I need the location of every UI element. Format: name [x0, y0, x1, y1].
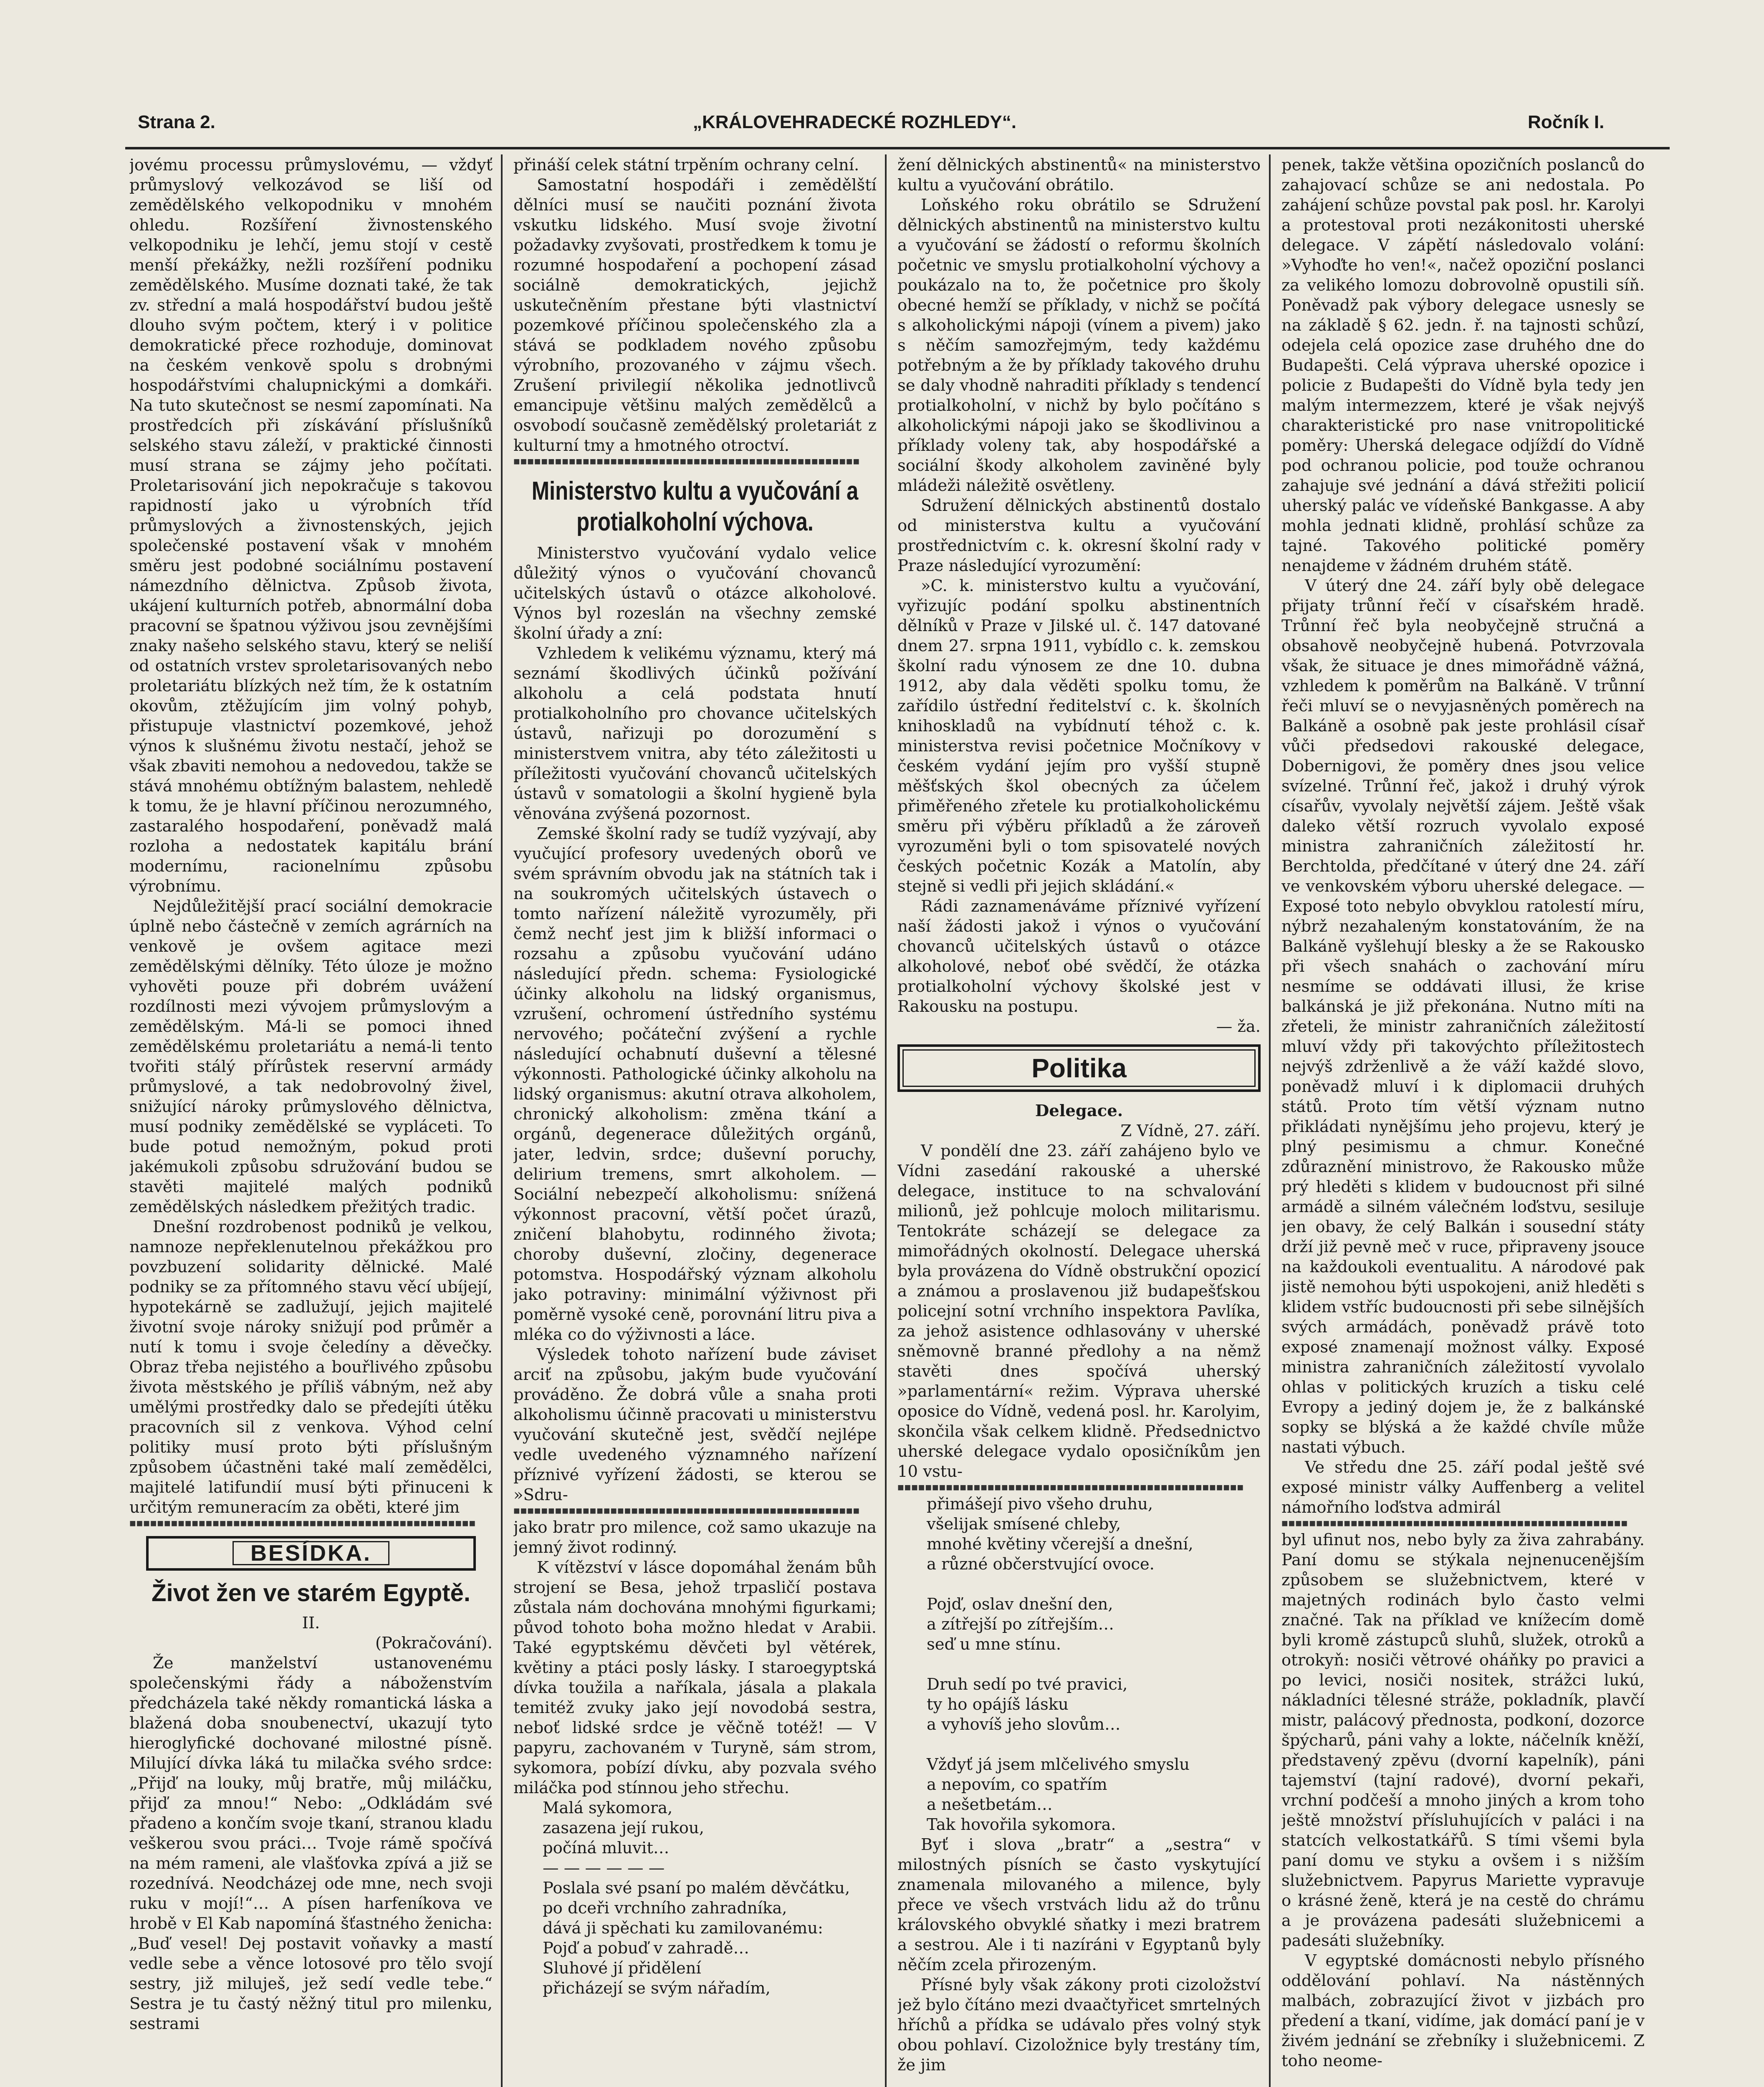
poem-line: zasazena její rukou, [543, 1819, 704, 1837]
article-text: Nejdůležitější prací sociální demokracie úplně nebo částečně v zemích agrárních na venkově je ovšem agitace mezi zemědělskými dělníky. Této úloze je možno vyhověti pouze při dobrém uvážení rozdílnosti mezi vývojem průmyslovým a zemědělským. Má-li se pomoci ihned zemědělskému proletariátu a nemá-li tento tvořiti stálý přírůstek reservní armády průmyslové, a tak nedobrovolný živel, snižující nároky průmyslového dělnictva, musí podniky zemědělské se vypláceti. To bude potud nemožným, pokud proti jakémukoli způsobu sdružování budou se stavěti majitelé malých podniků zemědělských následkem přežitých tradic. [129, 897, 493, 1216]
separator-rule: ■■■■■■■■■■■■■■■■■■■■■■■■■■■■■■■■■■■■■■■■■■■■■■■■■■ [1281, 1518, 1628, 1530]
article-text: V pondělí dne 23. září zahájeno bylo ve Vídni zasedání rakouské a uherské delegace, instituce to na schvalování milionů, jež pohlcuje moloch militarismu. Tentokráte scházejí se delegace za mimořádných okolností. Delegace uherská byla provázena do Vídně obstrukční opozicí a známou a proslavenou již budapešťskou policejní sotní vrchního inspektora Pavlíka, za jehož asistence odhlasovány v uherské sněmovně branné předlohy a na němž stavěti dnes spočívá uherský »parlamentární« režim. Výprava uherské oposice do Vídně, vedená posl. hr. Karolyim, skončila však celkem klidně. Předsednictvo uherské delegace vydalo oposičníkům jen 10 vstu- [897, 1142, 1261, 1481]
column-divider [501, 154, 503, 2087]
poem-line: a různé občerstvující ovoce. [927, 1555, 1155, 1574]
article-text: Vzhledem k velikému významu, který má seznámí škodlivých účinků požívání alkoholu a celá podstata hnutí protialkoholního pro chovance učitelských ústavů, nařizuji po dorozumění s ministerstvem vnitra, aby této záležitosti u příležitosti vyučování chovanců učitelských ústavů v somatologii a školní hygieně byla věnována zvýšená pozornost. [513, 644, 877, 823]
part-number: II. [302, 1614, 320, 1632]
poem-line: a vyhovíš jeho slovům… [927, 1715, 1121, 1734]
poem-line: Sluhové jí přidělení [543, 1959, 701, 1978]
article-text: Loňského roku obrátilo se Sdružení dělnických abstinentů na ministerstvo kultu a vyučování se žádostí o reformu školních početnic ve smyslu protialkoholní výchovy a poukázalo na to, že početnice pro školy obecné hemží se příklady, v nichž se počítá s alkoholickými nápoji (vínem a pivem) jako s něčím samozřejmým, tedy každému potřebným a že by příklady takového druhu se daly vhodně nahraditi příklady s tendencí protialkoholní, v nichž by bylo počítáno s alkoholickými nápoji jako se škodlivinou a příklady voleny tak, aby hospodářské a sociální škody alkoholem zaviněné byly mládeži náležitě osvětleny. [897, 196, 1261, 495]
poem-line: — — — — — — [543, 1859, 665, 1877]
poem [543, 1798, 877, 1999]
article-headline: Ministerstvo kultu a vyučování a protialkoholní výchova. [531, 477, 859, 536]
poem-line: mnohé květiny včerejší a dnešní, [927, 1535, 1193, 1554]
continued-label: (Pokračování). [375, 1634, 493, 1652]
poem-line [927, 1574, 1261, 1594]
poem-line: Pojď a pobuď v zahradě… [543, 1939, 749, 1958]
poem-line: počíná mluvit… [543, 1839, 670, 1857]
section-label-besidka: BESÍDKA. [146, 1536, 476, 1571]
dateline: Z Vídně, 27. září. [1120, 1122, 1261, 1140]
article-text: Ministerstvo vyučování vydalo velice důležitý výnos o vyučování chovanců učitelských ústavů o otázce alkoholové. Výnos byl rozeslán na všechny zemské školní úřady a zní: [513, 544, 877, 643]
article-text: Výsledek tohoto nařízení bude záviset arciť na způsobu, jakým bude vyučování prováděno. Že dobrá vůle a snaha proti alkoholismu účinně pracovati u ministerstvu vyučování skutečně jest, svědčí nejlépe vedle uvedeného významného nařízení příznivé vyřízení žádosti, se kterou se »Sdru- [513, 1345, 877, 1504]
section-label-politika: Politika [897, 1044, 1261, 1092]
poem-line [927, 1735, 1261, 1755]
poem-line: dává ji spěchati ku zamilovanému: [543, 1919, 824, 1938]
article-text: V úterý dne 24. září byly obě delegace přijaty trůnní řečí v císařském hradě. Trůnní řeč byla neobyčejně stručná a obsahově neobyčejně hubená. Potvrzovala však, že situace je dnes mimořádně vážná, vzhledem k poměrům na Balkáně. V trůnní řeči mluví se o nevyjasněných poměrech na Balkáně a osobně pak jeste prohlásil císař vůči předsedovi rakouské delegace, Dobernigovi, že poměry dnes jsou velice svízelné. Trůnní řeč, jakož i druhý výrok císařův, vyvolaly největší zájem. Ještě však daleko větší rozruch vyvolalo exposé ministra zahraničních záležitostí hr. Berchtolda, předčítané v úterý dne 24. září ve venkovském výboru uherské delegace. — Exposé toto nebylo obvyklou ratolestí míru, nýbrž nezahaleným konstatováním, že na Balkáně vyšlehují blesky a že se Rakousko při všech snahách o zachování míru nesmíme se oddávati illusi, že krise balkánská je již překonána. Nutno míti na zřeteli, že ministr zahraničních záležitostí mluví vždy při takovýchto příležitostech nejvýš zdrženlivě a že váží každé slovo, poněvadž mluví i k diplomacii druhých států. Proto tím větší význam nutno přikládati nynějšímu jeho projevu, který je plný pesimismu a chmur. Konečné zdůraznění ministrovo, že Rakousko může prý hleděti s klidem v budoucnost při silné armádě a silném válečném loďstvu, sesiluje jen obavy, že celý Balkán i sousední státy drží již pevně meč v ruce, připraveny jsouce na každoukoli eventualitu. A národové pak jistě nemohou býti uspokojeni, aniž hleděti s klidem vstříc budoucnosti při sebe silnějších svých armádách, poněvadž právě toto exposé znamenají možnost války. Exposé ministra zahraničních záležitostí vyvolalo ohlas v politických kruzích a tisku celé Evropy a jediný dojem je, že z balkánské sopky se blýská a že každé chvíle může nastati výbuch. [1281, 576, 1645, 1457]
page-header [138, 112, 1657, 141]
article-text: přináší celek státní trpěním ochrany celní. [513, 156, 859, 174]
article-text: Přísné byly však zákony proti cizoložství jež bylo čítáno mezi dvaačtyřicet smrtelných hříchů a přídka se udávalo přes volný styk obou pohlaví. Cizoložnice byly trestány tím, že jim [897, 1976, 1261, 2074]
column-3 [897, 155, 1261, 2075]
poem-line: a nešetbetám… [927, 1795, 1053, 1814]
separator-rule: ■■■■■■■■■■■■■■■■■■■■■■■■■■■■■■■■■■■■■■■■■■■■■■■■■■ [897, 1482, 1244, 1494]
author-signature: — ža. [1216, 1017, 1261, 1036]
column-divider [1269, 154, 1271, 2087]
poem-line: všelijak smísené chleby, [927, 1515, 1121, 1534]
column-divider [885, 154, 887, 2087]
poem-line: Poslala své psaní po malém děvčátku, [543, 1879, 850, 1898]
article-text: Dnešní rozdrobenost podniků je velkou, namnoze nepřeklenutelnou překážkou pro povzbuzení solidarity dělnické. Malé podniky se za přítomného stavu věcí ubíjejí, hypotekárně se zadlužují, jejich majitelé životní svoje nároky snižují pod průměr a nutí k tomu i svoje čeledíny a děvečky. Obraz třeba nejistého a bouřlivého způsobu života městského je příliš vábným, než aby umělými prostředky dalo se předejíti útěku pracovních sil z venkova. Výhod celní politiky musí proto býti příslušným způsobem účastněni také malí zemědělci, majitelé latifundií musí býti přinuceni k určitým remuneracím za oběti, které jim [129, 1218, 493, 1517]
article-text: jako bratr pro milence, což samo ukazuje na jemný život rodinný. [513, 1518, 877, 1557]
poem-line: přicházejí se svým nářadím, [543, 1979, 771, 1998]
poem-line: a zítřejší po zítřejším… [927, 1615, 1115, 1634]
article-title: Život žen ve starém Egyptě. [152, 1579, 470, 1607]
separator-rule: ■■■■■■■■■■■■■■■■■■■■■■■■■■■■■■■■■■■■■■■■■■■■■■■■■■ [513, 456, 860, 468]
poem-line: Tak hovořila sykomora. [927, 1815, 1116, 1834]
article-text: byl ufinut nos, nebo byly za živa zahrabány. Paní domu se stýkala nejnenucenějším způsobem se služebnictvem, které v majetných rodinách bylo často velmi značné. Tak na příklad ve knížecím domě byli kromě zástupců sluhů, služek, otroků a otrokyň: nosiči větrové oháňky po pravici a po levici, nosiči nositek, strážci lukú, nákladníci tělesné stráže, pokladník, plavčí mistr, palácový přednosta, podkoní, dozorce špýcharů, páni vahy a lokte, náčelník kněží, představený zpěvu (dvorní kapelník), páni tajemství (tajní radové), dvorní pekaři, vrchní podčeší a mnoho jiných a krom toho ještě množství přísluhujících v paláci i na statcích velkostatkářů. S tími všemi byla paní domu ve styku a ovšem i s nižším služebnictvem. Papyrus Mariette vypravuje o krásné ženě, která je na cestě do chrámu a je provázena padesáti služebnicemi a padesáti služebníky. [1281, 1531, 1645, 1950]
poem-line: přimášejí pivo všeho druhu, [927, 1495, 1153, 1513]
poem [927, 1494, 1261, 1835]
column-1 [129, 155, 493, 2034]
poem-line: Vždyť já jsem mlčelivého smyslu [927, 1755, 1190, 1774]
article-text: jovému processu průmyslovému, — vždyť průmyslový velkozávod se liší od zemědělského velkopodniku v mnohém ohledu. Rozšíření živnostenského velkopodniku je lehčí, jemu stojí v cestě menší překážky, nežli rozšíření podniku zemědělského. Musíme doznati také, že tak zv. střední a malá hospodářství budou ještě dlouho svým počtem, který i v politice demokratické přece rozhoduje, dominovat na českém venkově spolu s drobnými hospodářstvími chalupnickými a domkáři. Na tuto skutečnost se nesmí zapomínati. Na prostředcích při získávání příslušníků selského stavu záleží, v praktické činnosti musí strana se zájmy jeho počítati. Proletarisování jich nepokračuje s takovou rapidností jako u výrobních tříd průmyslových a živnostenských, jejich společenské postavení však v mnohém směru jest podobné sociálnímu postavení námezdního dělnictva. Způsob života, ukájení kulturních potřeb, abnormální doba pracovní se špatnou výživou jsou zevnějšími znaky našeho selského stavu, který se neliší od ostatních vrstev sproletarisovaných nebo proletariátu blízkých než tím, že k ostatním okovům, ztěžujícím jim volný pohyb, přistupuje vlastnictví pozemkové, jehož výnos k slušnému životu nestačí, jehož se však zbaviti nemohou a nedovedou, takže se stává mnohému obtížným balastem, nehledě k tomu, že je hlavní příčinou nerozumného, zastaralého hospodaření, poněvadž malá rozloha a nedostatek kapitálu brání modernímu, racionelnímu způsobu výrobnímu. [129, 156, 493, 896]
article-text: V egyptské domácnosti nebylo přísného oddělování pohlaví. Na nástěnných malbách, zobrazující život v jizbách pro předení a tkaní, vidíme, jak domácí paní je v živém jednání se zřebníky i služebnicemi. Z toho neome- [1281, 1951, 1645, 2070]
article-text: Sdružení dělnických abstinentů dostalo od ministerstva kultu a vyučování prostřednictvím c. k. okresní školní rady v Praze následující vyrozumění: [897, 496, 1261, 575]
newspaper-title: „KRÁLOVEHRADECKÉ ROZHLEDY“. [693, 112, 1016, 132]
volume-label: Ročník I. [1528, 112, 1605, 132]
column-2 [513, 155, 877, 1999]
article-text: Že manželství ustanovenému společenskými řády a náboženstvím předcházela také někdy romantická láska a blažená doba snoubenectví, ukazují tyto hieroglyfické dochované milostné písně. Milující dívka láká tu milačka svého srdce: „Přijď na louky, můj bratře, můj miláčku, přijď za mnou!“ Nebo: „Odkládám své přadeno a končím svoje tkaní, stranou kladu veškerou svou práci… Tvoje rámě spočívá na mém rameni, ale vlašťovka zpívá a již se rozednívá. Neodcházej ode mne, nech svoji ruku v mojí!“… A písen harfeníkova ve hrobě v El Kab napomíná šťastného ženicha: „Buď vesel! Dej postavit voňavky a mastí vedle sebe a věnce lotosové pro tělo svojí sestry, již miluješ, jež sedí vedle tebe.“ Sestra je tu častý něžný titul pro milenku, sestrami [129, 1654, 493, 2033]
poem-line: Druh sedí po tvé pravici, [927, 1675, 1128, 1694]
article-text: penek, takže většina opozičních poslanců do zahajovací schůze se ani nedostala. Po zahájení schůze povstal pak posl. hr. Karolyi a protestoval proti nezákonitosti uherské delegace. V zápětí následovalo volání: »Vyhoďte ho ven!«, načež opoziční poslanci za velikého lomozu dobrovolně opustili síň. Poněvadž pak výbory delegace usnesly se na základě § 62. jedn. ř. na tajnosti schůzí, odejela celá opozice zase druhého dne do Budapešti. Celá výprava uherské opozice i policie z Budapešti do Vídně byla tedy jen malým intermezzem, které je však nejvýš charakteristické pro nase vnitropolitické poměry: Uherská delegace odjíždí do Vídně pod ochranou policie, pod touže ochranou zahajuje své jednání a dává střežiti policií uherský palác ve vídeňské Bankgasse. A aby mohla jednati klidně, prohlásí schůze za tajné. Takového politické poměry nenajdeme v žádném druhém státě. [1281, 156, 1645, 575]
article-text: Byť i slova „bratr“ a „sestra“ v milostných písních se často vyskytující znamenala milovaného a milence, byly přece ve všech vrstvách lidu až do trůnu královského obvyklé sňatky i mezi bratrem a sestrou. Ale i ti nazíráni v Egyptanů byly něčím zcela přirozeným. [897, 1835, 1261, 1974]
article-text: žení dělnických abstinentů« na ministerstvo kultu a vyučování obrátilo. [897, 156, 1261, 195]
poem-line: a nepovím, co spatřím [927, 1775, 1107, 1794]
article-text: Rádi zaznamenáváme příznivé vyřízení naší žádosti jakož i výnos o vyučování chovanců učitelských ústavů o otázce alkoholové, neboť obé svědčí, že otázka protialkoholní výchovy školské jest v Rakousku na postupu. [897, 897, 1261, 1016]
poem-line [927, 1655, 1261, 1675]
poem-line: ty ho opájíš lásku [927, 1695, 1069, 1714]
article-text: Zemské školní rady se tudíž vyzývají, aby vyučující profesory uvedených oborů ve svém správním obvodu jak na státních tak i na soukromých učitelských ústavech o tomto nařízení náležitě vyrozuměly, při čemž nechť jest jim k bližší informaci o rozsahu a způsobu vyučování udáno následující předn. schema: Fysiologické účinky alkoholu na lidský organismus, vzrušení, ochromení ústředního systému nervového; počáteční zvýšení a rychle následující ochabnutí duševní a tělesné výkonnosti. Pathologické účinky alkoholu na lidský organismus: akutní otrava alkoholem, chronický alkoholism: změna tkání a orgánů, degenerace důležitých orgánů, jater, ledvin, srdce; duševní poruchy, delirium tremens, smrt alkoholem. — Sociální nebezpečí alkoholismu: snížená výkonnost pracovní, větší počet úrazů, zničení blahobytu, rodinného života; choroby duševní, zločiny, degenerace potomstva. Hospodářský význam alkoholu jako potraviny: minimální výživnost při poměrně vysoké ceně, porovnání litru piva a mléka co do výživnosti a láce. [513, 824, 877, 1344]
article-text: Samostatní hospodáři i zemědělští dělníci musí se naučiti poznání života vskutku lidského. Musí svoje životní požadavky zvyšovati, prostředkem k tomu je rozumné hospodaření a pochopení zásad sociálně demokratických, jejichž uskutečněním přestane býti vlastnictví pozemkové příčinou společenského zla a stává se podkladem nového způsobu výrobního, prozovaného v zájmu všech. Zrušení privilegií několika jednotlivců emancipuje většinu malých zemědělců a osvobodí současně zemědělský proletariát z kulturní tmy a hmotného otroctví. [513, 176, 877, 455]
header-rule [125, 147, 1670, 149]
poem-line: Pojď, oslav dnešní den, [927, 1595, 1113, 1614]
separator-rule: ■■■■■■■■■■■■■■■■■■■■■■■■■■■■■■■■■■■■■■■■■■■■■■■■■■ [513, 1505, 860, 1518]
article-text: K vítězství v lásce dopomáhal ženám bůh strojení se Besa, jehož trpasličí postava zůstala nám dochována mnohými figurkami; původ tohoto boha možno hledat v Arabii. Také egyptskému děvčeti byl větérek, květiny a ptáci posly lásky. I staroegyptská dívka toužila a naříkala, jásala a plakala temitéž zvuky jako její novodobá sestra, neboť lidské srdce je věčně totéž! — V papyru, zachovaném v Turyně, sám strom, sykomora, pobízí dívku, aby pozvala svého miláčka pod stínnou jeho střechu. [513, 1558, 877, 1797]
poem-line: Malá sykomora, [543, 1799, 673, 1817]
subhead: Delegace. [1035, 1102, 1123, 1120]
column-4 [1281, 155, 1645, 2071]
article-text: Ve středu dne 25. září podal ještě své exposé ministr války Auffenberg a velitel námořního loďstva admirál [1281, 1458, 1645, 1517]
article-text: »C. k. ministerstvo kultu a vyučování, vyřizujíc podání spolku abstinentních dělníků v Praze v Jilské ul. č. 147 datované dnem 27. srpna 1911, vybídlo c. k. zemskou školní radu výnosem ze dne 10. dubna 1912, aby dala věděti spolku tomu, že zařídilo ústřední ředitelství c. k. školních knihoskladů na vybídnutí téhož c. k. ministerstva revisi početnice Močníkovy v českém vydání jejím pro vyšší stupně měšťských škol obecných za účelem přiměřeného zřetele ku protialkoholickému směru při výběru příkladů a že zároveň vyrozuměni byli o tom spisovatelé nových českých početnic Kozák a Matolín, aby stejně si vedli při jejich skládání.« [897, 576, 1261, 896]
page-number: Strana 2. [138, 112, 215, 132]
separator-rule: ■■■■■■■■■■■■■■■■■■■■■■■■■■■■■■■■■■■■■■■■■■■■■■■■■■ [129, 1518, 476, 1530]
poem-line: po dceři vrchního zahradníka, [543, 1899, 787, 1918]
poem-line: seď u mne stínu. [927, 1635, 1061, 1654]
